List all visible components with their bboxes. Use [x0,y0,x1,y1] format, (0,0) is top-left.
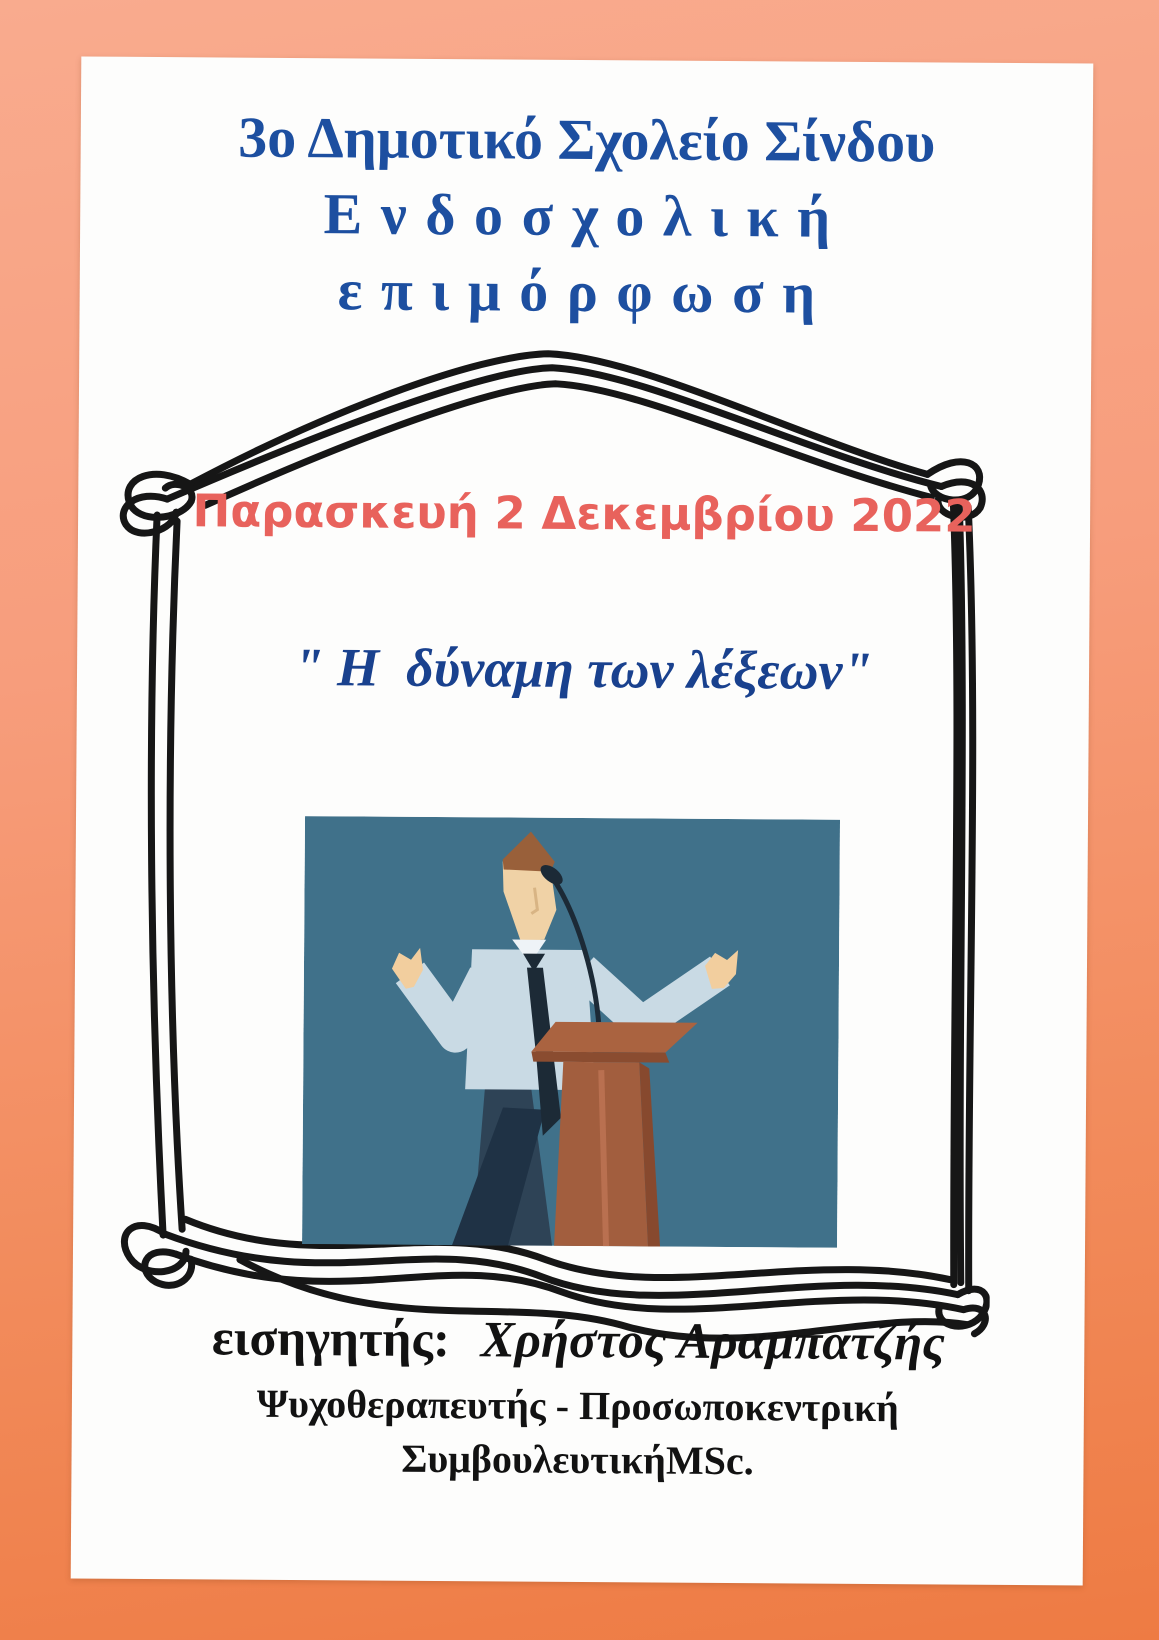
presenter-name: Χρήστος Αραμπατζής [480,1312,946,1372]
presenter-line [72,1308,1084,1373]
title-block [79,98,1093,333]
poster-card [71,56,1094,1585]
event-title-line1: Ενδοσχολική [323,181,850,250]
school-title: 3ο Δημοτικό Σχολείο Σίνδου [238,104,936,175]
presenter-credentials-line2: ΣυμβουλευτικήMSc. [401,1435,754,1484]
event-title-line2: επιμόρφωση [337,257,834,326]
presenter-credentials-line1: Ψυχοθεραπευτής - Προσωποκεντρική [256,1380,899,1431]
event-date: Παρασκευή 2 Δεκεμβρίου 2022 [192,484,976,543]
session-title: " Η δύναμη των λέξεων" [293,636,873,702]
speaker-illustration [302,816,840,1248]
presenter-label: εισηγητής: [211,1310,451,1369]
